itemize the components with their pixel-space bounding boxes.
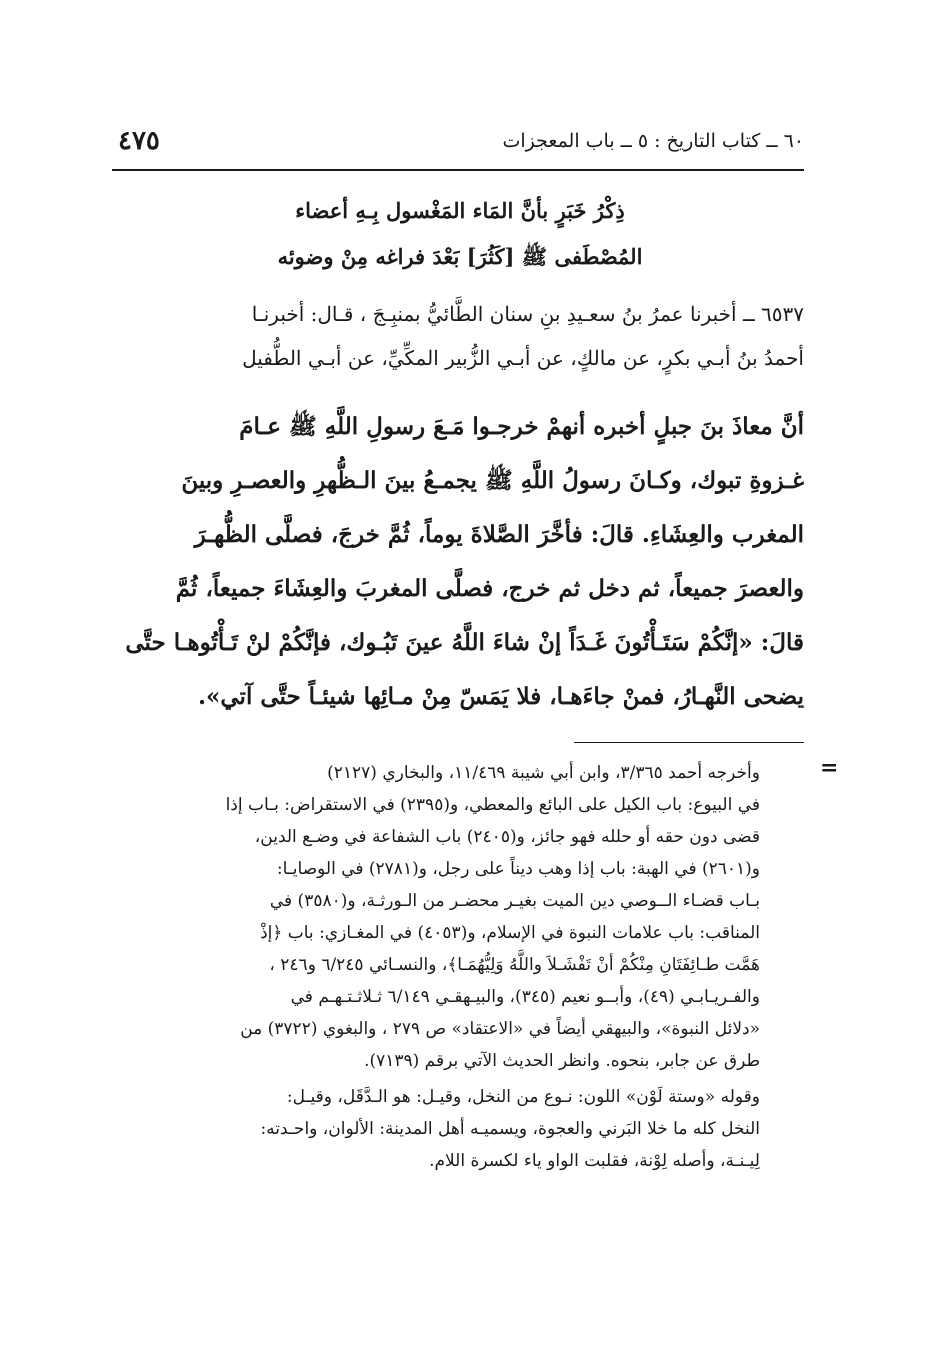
page-number: ٤٧٥: [118, 126, 160, 156]
hadith-line: غـزوةِ تبوك، وكـانَ رسولُ اللَّهِ ﷺ يجمـعُ بينَ الـظُّهرِ والعصـرِ وبينَ: [181, 467, 804, 494]
footnote-line: طرق عن جابر، بنحوه. وانظر الحديث الآتي برقم (٧١٣٩).: [364, 1051, 760, 1071]
footnote-line: وأخرجه أحمد ٣/٣٦٥، وابن أبي شيبة ١١/٤٦٩، والبخاري (٢١٢٧): [327, 763, 760, 783]
hadith-text: [100, 400, 804, 724]
footnote-line: بـاب قضـاء الــوصي دين الميت بغيـر محضـر من الـورثـة، و(٣٥٨٠) في: [269, 891, 760, 911]
footnotes: [100, 757, 760, 1177]
hadith-line: يضحى النَّهـارُ، فمنْ جاءَهـا، فلا يَمَسّ مِنْ مـائِها شيئـاً حتَّى آتي».: [197, 683, 804, 710]
page-header: [112, 120, 804, 168]
isnad-line: ٦٥٣٧ ــ أخبرنا عمرُ بنُ سعـيدِ بنِ سنان الطَّائيُّ بمنبِـجَ ، قـال: أخبرنـا: [251, 302, 804, 326]
isnad-line: أحمدُ بنُ أبـي بكرٍ، عن مالكٍ، عن أبـي الزُّبير المكِّيِّ، عن أبـي الطُّفيل: [242, 346, 804, 370]
footnote-line: النخل كله ما خلا البَرني والعجوة، ويسميـه أهل المدينة: الألوان، واحـدته:: [260, 1119, 760, 1139]
running-title: ٦٠ ــ كتاب التاريخ : ٥ ــ باب المعجزات: [502, 130, 804, 152]
footnote-line: والفـريـابـي (٤٩)، وأبــو نعيم (٣٤٥)، والبيـهقـي ٦/١٤٩ ثـلاثـتـهـم في: [290, 987, 760, 1007]
footnote-line: لِيـنـة، وأصله لِوْنة، فقلبت الواو ياء لكسرة اللام.: [429, 1151, 760, 1171]
footnote-line: المناقب: باب علامات النبوة في الإسلام، و(٤٠٥٣) في المغـازي: باب ﴿إذْ: [260, 923, 760, 943]
footnote-separator: [574, 742, 804, 743]
footnote-line: وقوله «وستة لَوْن» اللون: نـوع من النخل، وقيـل: هو الـدَّقَل، وقيـل:: [286, 1087, 760, 1107]
isnad-chain: [100, 292, 804, 380]
footnote-line: «دلائل النبوة»، والبيهقي أيضاً في «الاعتقاد» ص ٢٧٩ ، والبغوي (٣٧٢٢) من: [240, 1019, 760, 1039]
header-rule: [112, 169, 804, 171]
footnote-line: و(٢٦٠١) في الهبة: باب إذا وهب ديناً على رجل، و(٢٧٨١) في الوصايـا:: [276, 859, 760, 879]
hadith-line: المغرب والعِشَاءِ. قالَ: فأخَّرَ الصَّلاةَ يوماً، ثُمَّ خرجَ، فصلَّى الظُّهـرَ: [194, 521, 804, 548]
chapter-title: [150, 188, 770, 280]
hadith-line: والعصرَ جميعاً، ثم دخل ثم خرج، فصلَّى المغربَ والعِشَاءَ جميعاً، ثُمَّ: [175, 575, 804, 602]
footnote-continuation-mark: =: [820, 755, 839, 781]
footnote-line: في البيوع: باب الكيل على البائع والمعطي، و(٢٣٩٥) في الاستقراض: بـاب إذا: [225, 795, 760, 815]
footnote-line: قضى دون حقه أو حلله فهو جائز، و(٢٤٠٥) باب الشفاعة في وضـع الدين،: [254, 827, 760, 847]
chapter-title-line: المُصْطَفى ﷺ [كَثُرَ] بَعْدَ فراغه مِنْ وضوئه: [277, 244, 643, 269]
hadith-line: أنَّ معاذَ بنَ جبلٍ أخبره أنهمْ خرجـوا مَـعَ رسولِ اللَّهِ ﷺ عـامَ: [239, 413, 804, 440]
chapter-title-line: ذِكْرُ خَبَرٍ بأنَّ المَاء المَغْسول بِـهِ أعضاء: [295, 198, 625, 223]
hadith-line: قالَ: «إنَّكُمْ سَتَـأْتُونَ غَـدَاً إنْ شاءَ اللَّهُ عينَ تَبُـوك، فإنَّكُمْ لنْ تَـأْتُوهـا حتَّى: [125, 629, 804, 656]
footnote-line: هَمَّت طـائِفَتَانِ مِنْكُمْ أنْ تَفْشَـلاَ واللَّهُ وَلِيُّهُمَـا﴾، والنسـائي ٦/٢٤٥ و٢٤٦ ،: [269, 955, 760, 975]
